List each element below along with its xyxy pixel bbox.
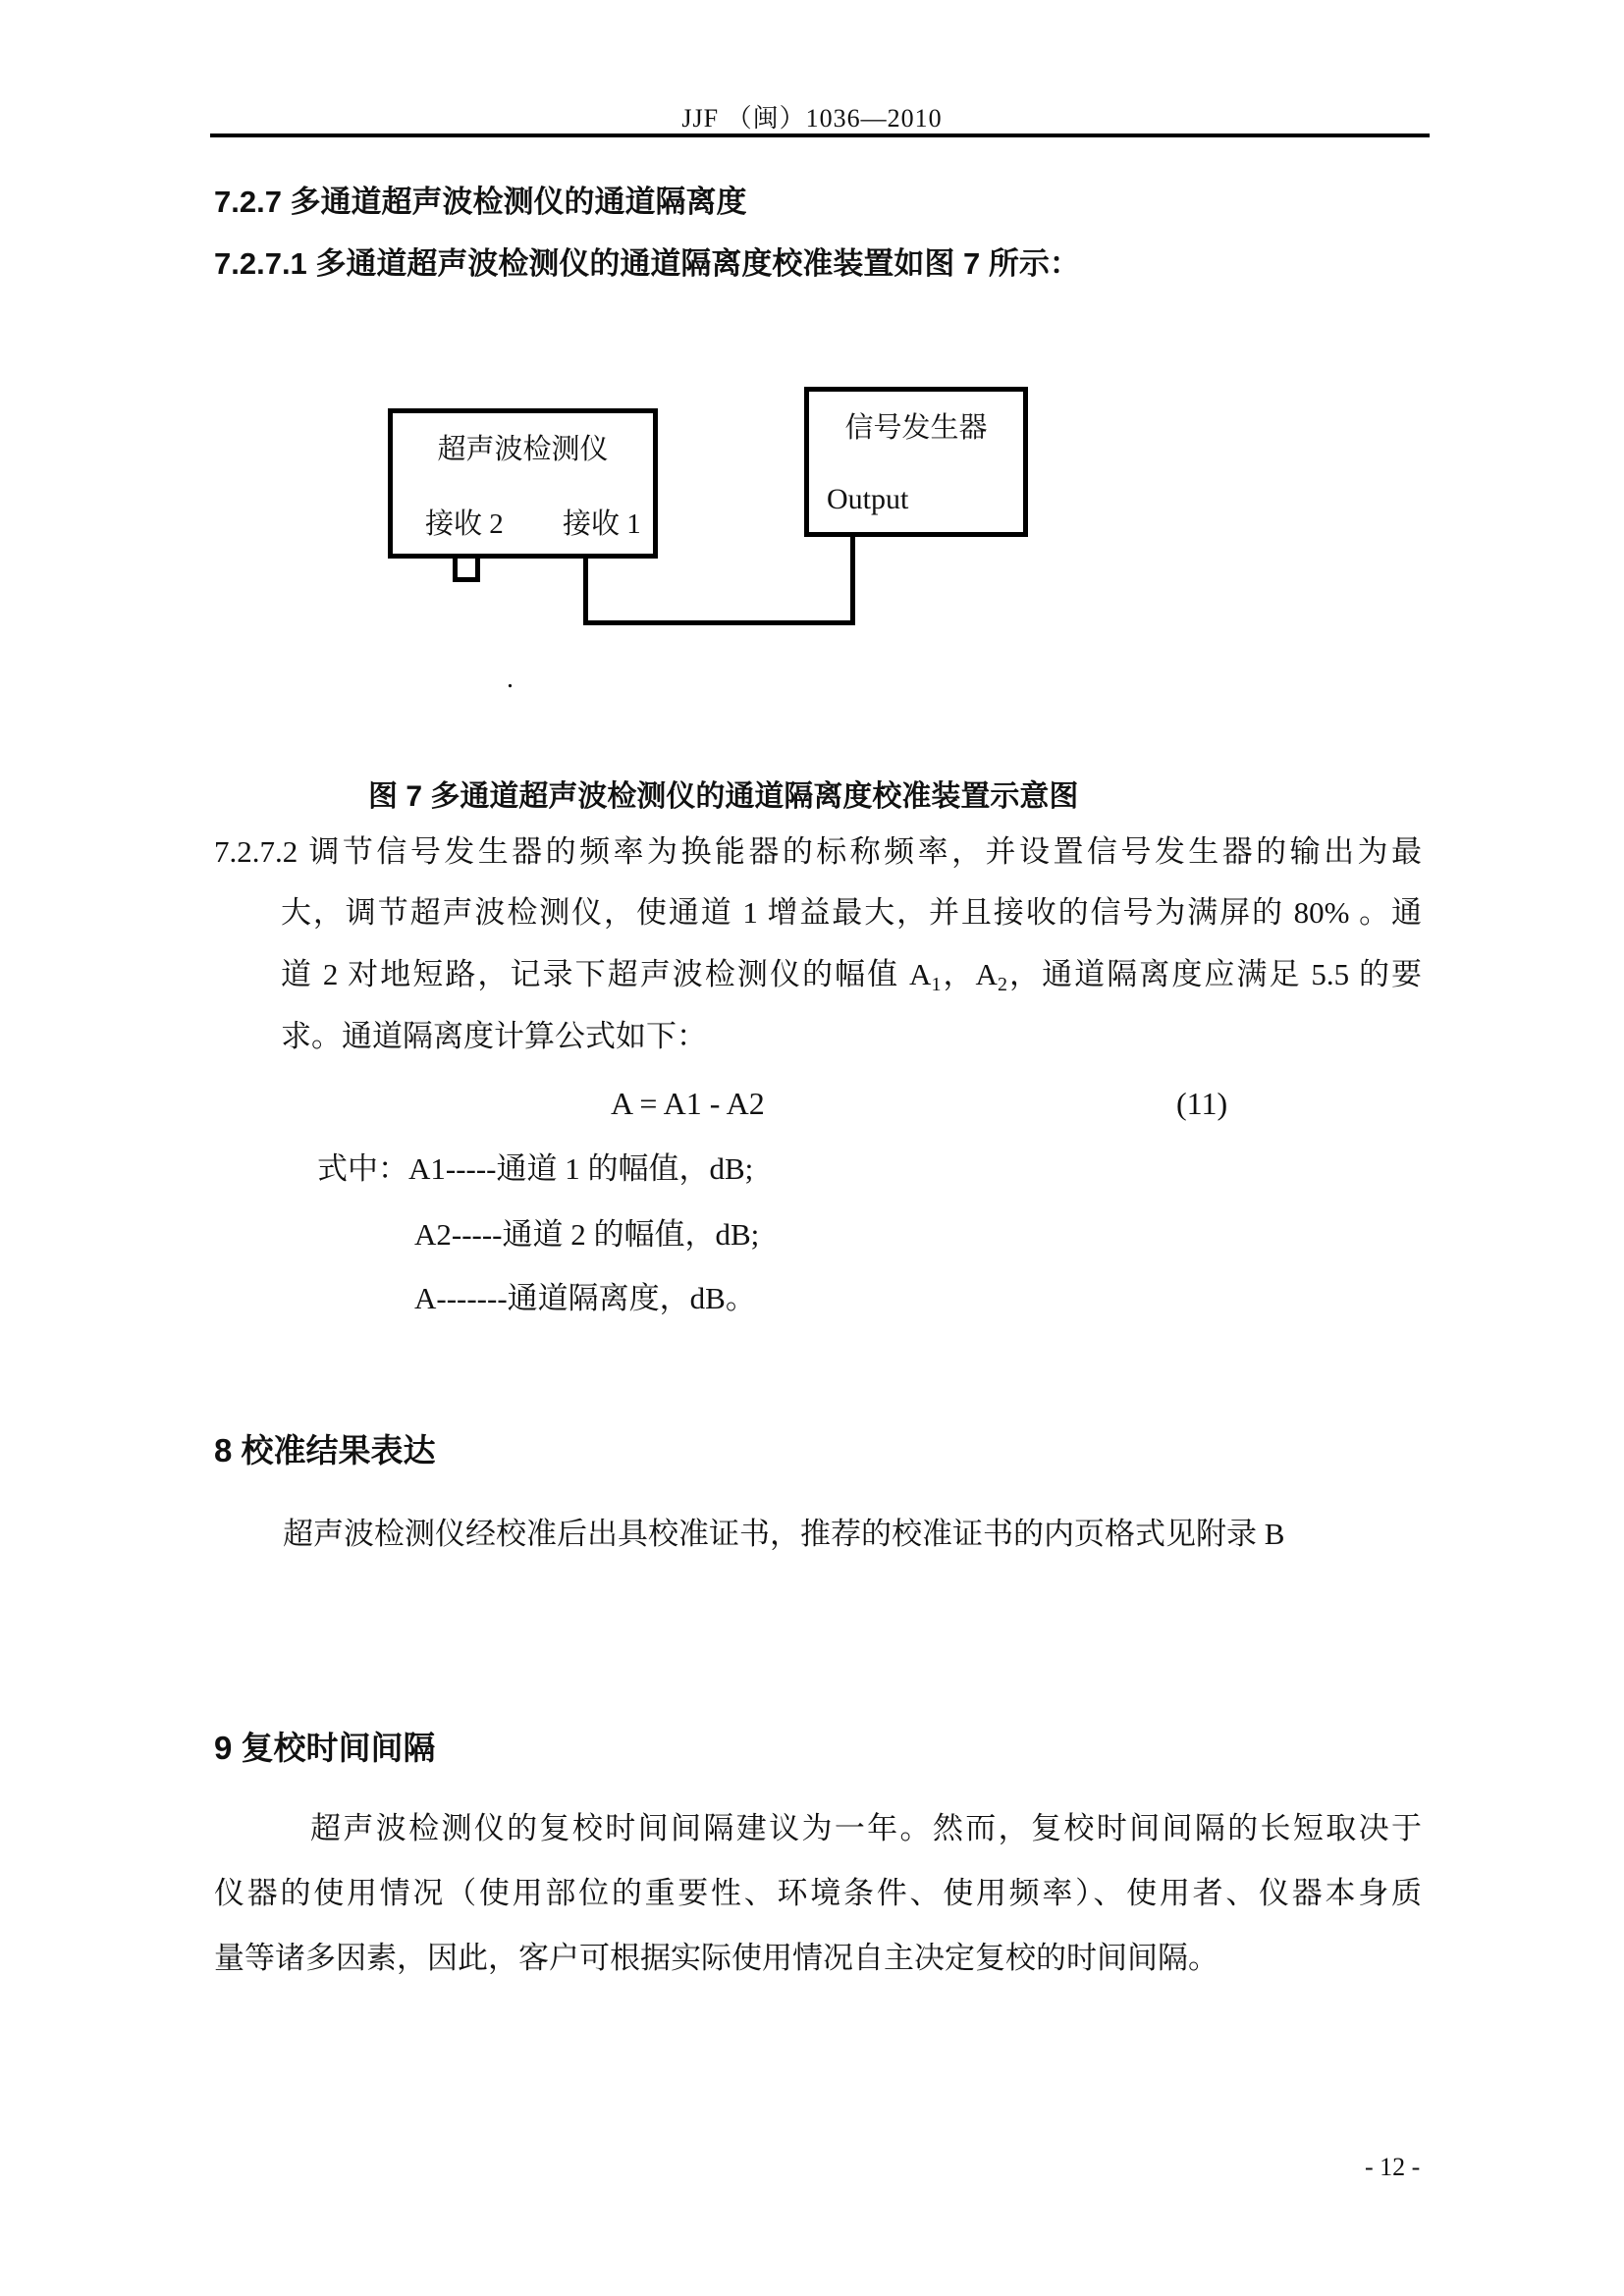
page-number: - 12 - [1365, 2153, 1421, 2181]
figure-detector-box [388, 408, 658, 559]
definition-a1: 式中：A1-----通道 1 的幅值，dB; [317, 1151, 754, 1186]
para-7272-line4: 求。通道隔离度计算公式如下： [281, 1019, 707, 1053]
para-7272-line3-a: 道 2 对地短路，记录下超声波检测仪的幅值 A [281, 957, 932, 991]
generator-output-label: Output [827, 483, 909, 515]
para-section-9-line1: 超声波检测仪的复校时间间隔建议为一年。然而，复校时间间隔的长短取决于 [310, 1811, 1422, 1845]
para-7272-line1: 7.2.7.2 调节信号发生器的频率为换能器的标称频率，并设置信号发生器的输出为最 [214, 834, 1422, 869]
wire-from-port1 [583, 556, 588, 625]
para-section-8: 超声波检测仪经校准后出具校准证书，推荐的校准证书的内页格式见附录 B [283, 1517, 1285, 1551]
para-7272-line3-c: ，通道隔离度应满足 5.5 的要 [1006, 957, 1423, 991]
wire-horizontal [583, 620, 855, 625]
amplitude-a1-subscript: 1 [931, 974, 942, 995]
para-section-9-line2: 仪器的使用情况（使用部位的重要性、环境条件、使用频率）、使用者、仪器本身质 [214, 1876, 1422, 1910]
detector-port2-label: 接收 2 [425, 508, 504, 540]
formula-expression: A = A1 - A2 [611, 1086, 765, 1121]
header-rule [210, 133, 1430, 137]
wire-to-output [850, 537, 855, 625]
heading-section-9: 9 复校时间间隔 [214, 1730, 436, 1766]
definition-a2: A2-----通道 2 的幅值，dB; [414, 1217, 760, 1252]
stray-dot-mark: . [507, 664, 514, 694]
detector-stub-connector [453, 559, 480, 582]
heading-section-8: 8 校准结果表达 [214, 1432, 436, 1468]
heading-7-2-7-1: 7.2.7.1 多通道超声波检测仪的通道隔离度校准装置如图 7 所示： [214, 246, 1080, 281]
detector-port1-label: 接收 1 [563, 508, 641, 540]
generator-box-title: 信号发生器 [844, 412, 988, 444]
para-7272-line2: 大，调节超声波检测仪，使通道 1 增益最大，并且接收的信号为满屏的 80% 。通 [281, 895, 1422, 930]
definition-a: A-------通道隔离度，dB。 [414, 1281, 756, 1315]
para-7272-line3-b: ，A [941, 957, 998, 991]
heading-7-2-7: 7.2.7 多通道超声波检测仪的通道隔离度 [214, 185, 747, 219]
amplitude-a2-subscript: 2 [997, 974, 1007, 995]
detector-box-title: 超声波检测仪 [437, 434, 609, 465]
doc-number-header: JJF （闽）1036—2010 [681, 104, 943, 133]
para-section-9-line3: 量等诸多因素，因此，客户可根据实际使用情况自主决定复校的时间间隔。 [214, 1941, 1218, 1975]
para-7272-line3 [281, 957, 1422, 996]
figure-generator-box [804, 387, 1028, 537]
figure-7-caption: 图 7 多通道超声波检测仪的通道隔离度校准装置示意图 [368, 780, 1079, 813]
formula-number: (11) [1176, 1086, 1228, 1121]
